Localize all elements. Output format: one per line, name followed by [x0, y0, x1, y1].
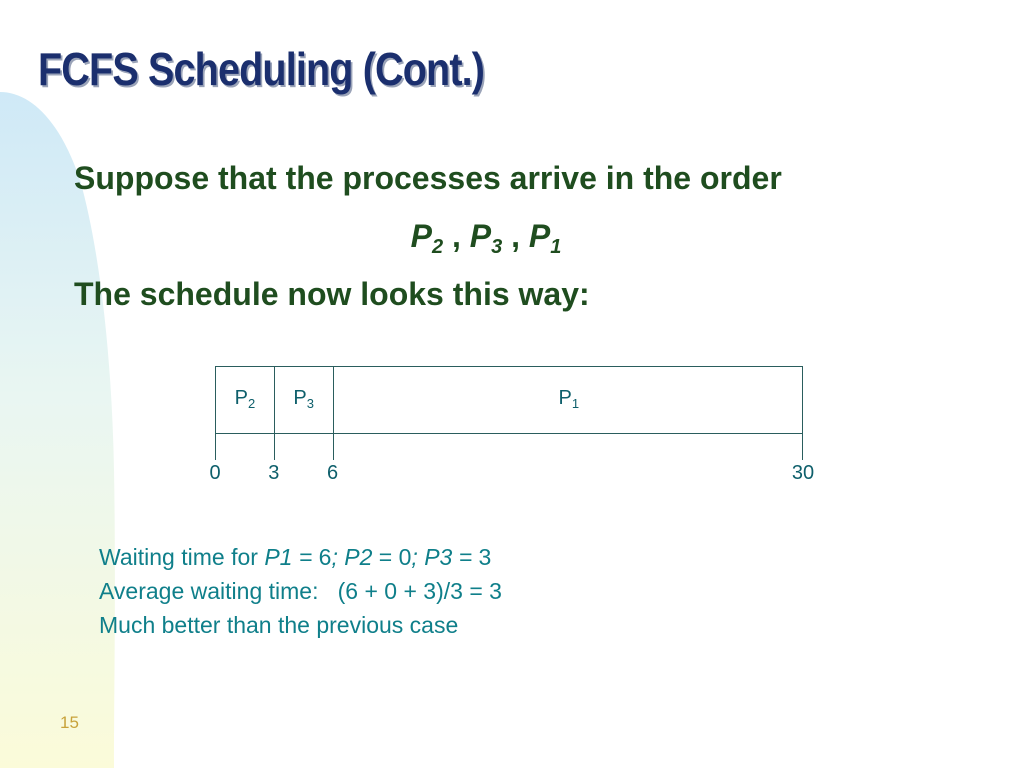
p1-label: P1 — [264, 544, 293, 570]
arrival-order — [0, 218, 1024, 259]
order-separator: , — [443, 218, 470, 254]
p1-waiting-value: 6 — [318, 544, 332, 570]
p2-waiting-value: 0 — [398, 544, 412, 570]
gantt-tick — [215, 434, 216, 460]
gantt-segment-p3 — [275, 367, 334, 433]
waiting-time-prefix: Waiting time for — [99, 544, 265, 570]
gantt-tick-label: 30 — [791, 462, 815, 484]
conclusion-text: Much better than the previous case — [99, 612, 459, 638]
order-process-p3: $P_3$ — [469, 218, 503, 258]
separator: ; — [411, 544, 425, 570]
gantt-tick-label: 3 — [268, 462, 280, 484]
waiting-time-line — [99, 540, 502, 574]
schedule-intro: The schedule now looks this way: — [74, 276, 590, 312]
gantt-segment-label: $P_1$ — [558, 387, 580, 411]
p3-label: P3 — [424, 544, 453, 570]
p3-waiting-value: 3 — [478, 544, 492, 570]
gantt-tick-label: 6 — [327, 462, 339, 484]
gantt-tick-label: 0 — [209, 462, 221, 484]
slide-title: FCFS Scheduling (Cont.) — [38, 43, 485, 95]
gantt-tick — [274, 434, 275, 460]
equals-sign: = — [292, 544, 319, 570]
gantt-segment-p2 — [216, 367, 275, 433]
gantt-segment-label: $P_2$ — [234, 387, 256, 411]
order-process-p2: $P_2$ — [410, 218, 444, 258]
average-waiting-time: Average waiting time: (6 + 0 + 3)/3 = 3 — [99, 578, 502, 604]
arrival-order-intro: Suppose that the processes arrive in the order — [74, 160, 782, 196]
p2-label: P2 — [344, 544, 373, 570]
waiting-time-notes — [99, 540, 502, 642]
order-process-p1: $P_1$ — [528, 218, 562, 258]
equals-sign: = — [372, 544, 399, 570]
order-separator: , — [502, 218, 529, 254]
gantt-segment-p1 — [334, 367, 804, 433]
equals-sign: = — [452, 544, 479, 570]
page-number: 15 — [60, 713, 79, 732]
gantt-tick — [802, 434, 803, 460]
gantt-chart — [215, 366, 803, 434]
separator: ; — [331, 544, 345, 570]
gantt-segment-label: $P_3$ — [293, 387, 314, 411]
gantt-tick — [333, 434, 334, 460]
